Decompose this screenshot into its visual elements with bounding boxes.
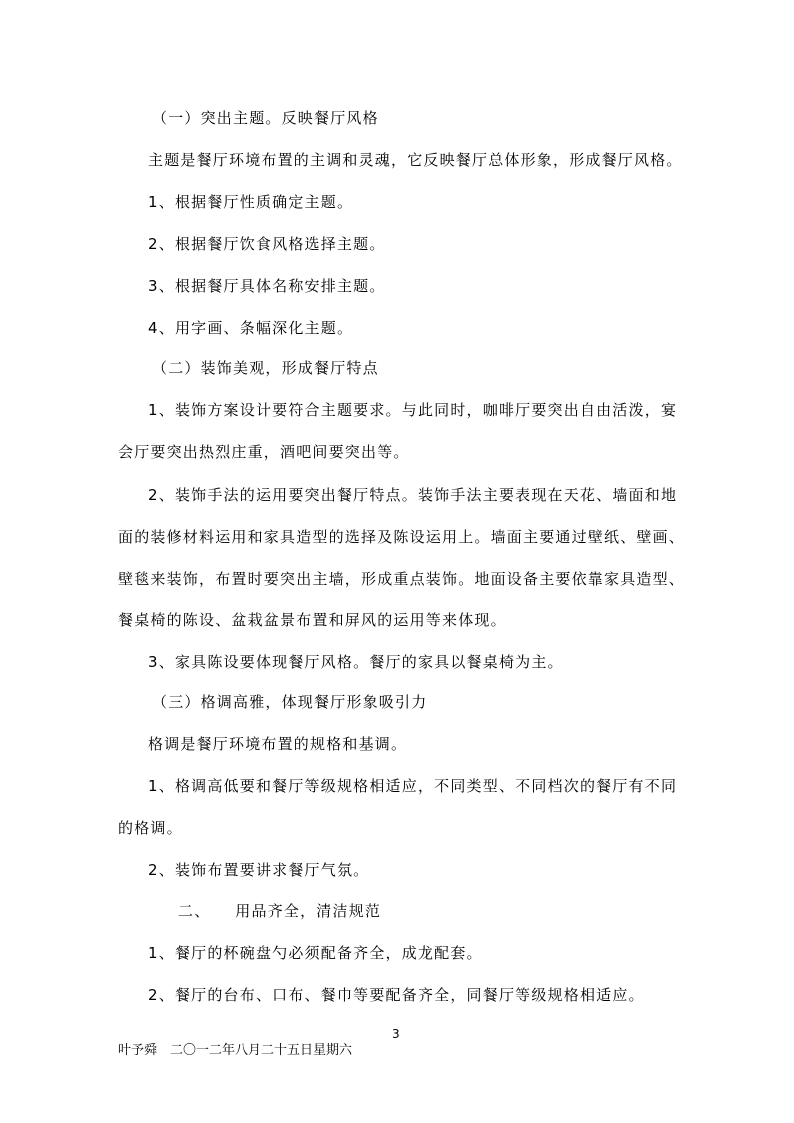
list-item: 3、根据餐厅具体名称安排主题。 [148, 277, 386, 295]
paragraph-line: 3、家具陈设要体现餐厅风格。餐厅的家具以餐桌椅为主。 [148, 653, 564, 671]
list-item: 2、根据餐厅饮食风格选择主题。 [148, 235, 386, 253]
paragraph-line: 面的装修材料运用和家具造型的选择及陈设运用上。墙面主要通过壁纸、壁画、 [118, 528, 686, 546]
list-item: 4、用字画、条幅深化主题。 [148, 319, 354, 337]
section-heading-major: 二、 用品齐全，清洁规范 [178, 902, 382, 920]
paragraph-line: 2、装饰布置要讲求餐厅气氛。 [148, 861, 370, 879]
page-number: 3 [392, 1027, 400, 1041]
section-heading-1: （一）突出主题。反映餐厅风格 [152, 109, 379, 127]
list-item: 2、餐厅的台布、口布、餐巾等要配备齐全，同餐厅等级规格相适应。 [148, 986, 645, 1004]
paragraph-line: 主题是餐厅环境布置的主调和灵魂，它反映餐厅总体形象，形成餐厅风格。 [148, 151, 683, 169]
page-footer: 叶予舜 二〇一二年八月二十五日星期六 [118, 1043, 353, 1058]
paragraph-line: 的格调。 [118, 819, 183, 837]
section-heading-2: （二）装饰美观，形成餐厅特点 [152, 359, 379, 377]
paragraph-line: 1、装饰方案设计要符合主题要求。与此同时，咖啡厅要突出自由活泼，宴 [148, 401, 678, 419]
paragraph-line: 会厅要突出热烈庄重，酒吧间要突出等。 [118, 443, 410, 461]
section-heading-3: （三）格调高雅，体现餐厅形象吸引力 [152, 693, 428, 711]
paragraph-line: 2、装饰手法的运用要突出餐厅特点。装饰手法主要表现在天花、墙面和地 [148, 486, 678, 504]
paragraph-line: 格调是餐厅环境布置的规格和基调。 [148, 735, 408, 753]
paragraph-line: 餐桌椅的陈设、盆栽盆景布置和屏风的运用等来体现。 [118, 611, 507, 629]
list-item: 1、根据餐厅性质确定主题。 [148, 193, 354, 211]
list-item: 1、餐厅的杯碗盘勺必须配备齐全，成龙配套。 [148, 944, 483, 962]
paragraph-line: 壁毯来装饰，布置时要突出主墙，形成重点装饰。地面设备主要依靠家具造型、 [118, 570, 686, 588]
paragraph-line: 1、格调高低要和餐厅等级规格相适应，不同类型、不同档次的餐厅有不同 [148, 777, 678, 795]
